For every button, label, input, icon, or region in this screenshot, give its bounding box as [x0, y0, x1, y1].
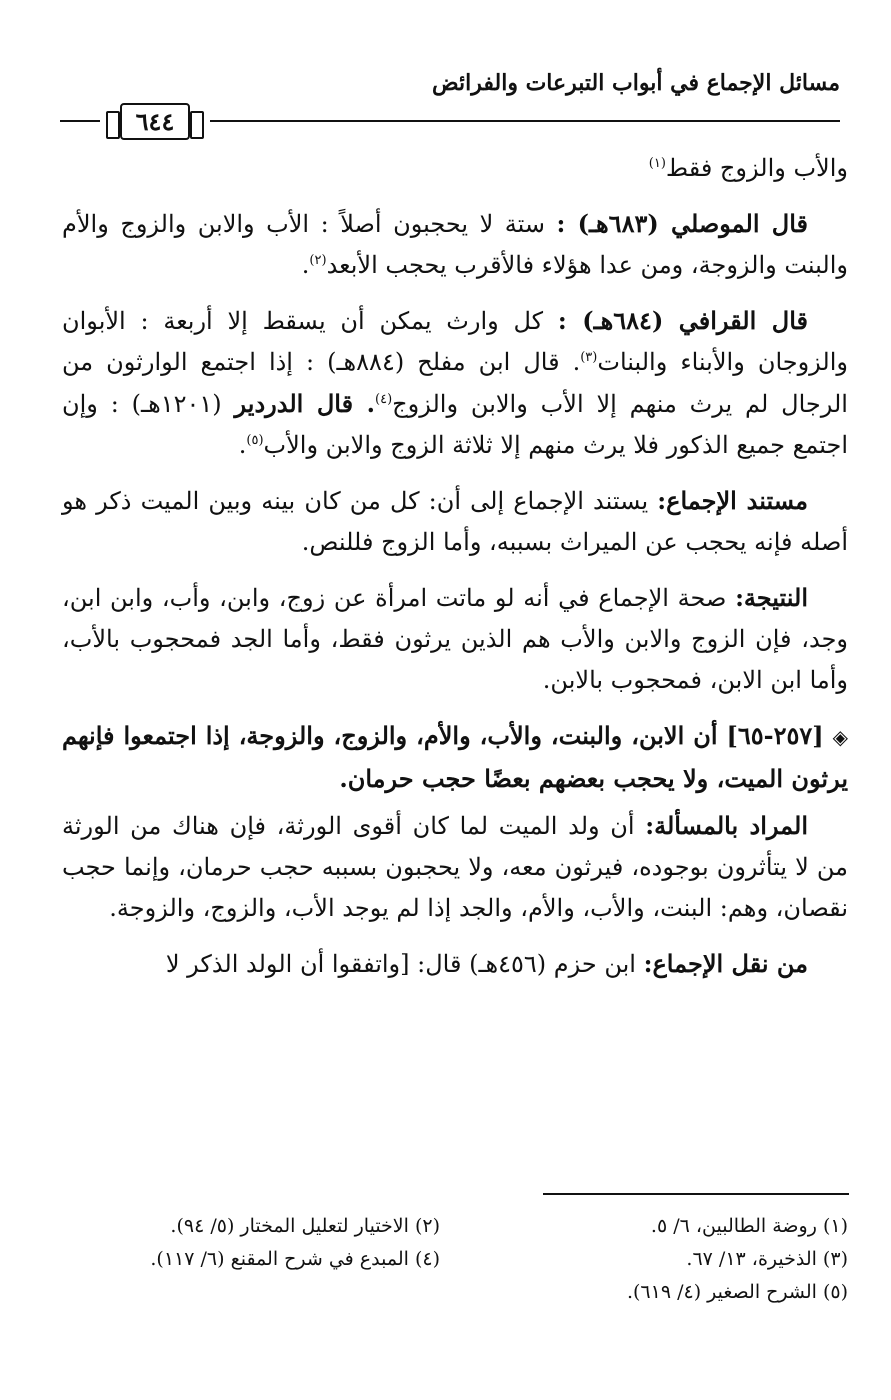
main-text: [62, 148, 848, 999]
paragraph-text: ابن حزم (٤٥٦هـ) قال: [واتفقوا أن الولد الذكر لا: [165, 950, 644, 978]
paragraph-heading: من نقل الإجماع:: [643, 949, 808, 978]
issue-text: [٢٥٧-٦٥] أن الابن، والبنت، والأب، والأم، والزوج، والزوجة، إذا اجتمعوا فإنهم يرثون الميت، ولا يحجب بعضهم بعضًا حجب حرمان.: [62, 721, 848, 793]
footnote-1: (١) روضة الطالبين، ٦/ ٥.: [650, 1215, 848, 1237]
paragraph-heading: النتيجة:: [735, 583, 808, 612]
punctuation: .: [301, 251, 310, 279]
punctuation: .: [238, 431, 247, 459]
footnote-3: (٣) الذخيرة، ١٣/ ٦٧.: [686, 1248, 848, 1270]
footnote-ref: (٣): [580, 350, 598, 365]
footnote-separator: [543, 1193, 849, 1195]
diamond-icon: ◈: [832, 725, 848, 749]
paragraph-heading: مستند الإجماع:: [657, 486, 809, 515]
paragraph-qarafi: [62, 300, 848, 466]
footnote-ref: (١): [648, 156, 666, 171]
paragraph-text: أن ولد الميت لما كان أقوى الورثة، فإن هناك من الورثة من لا يتأثرون بوجوده، فيرثون معه، ولا يحجبون بسببه حجب حرمان، وإنما حجب نقصان، وهم: البنت، والأب، والأم، والجد إذا لم يوجد الأب، والزوج، والزوجة.: [62, 812, 848, 922]
footnote-2: (٢) الاختيار لتعليل المختار (٥/ ٩٤).: [170, 1215, 440, 1237]
paragraph-text: . قال ابن مفلح (٨٨٤هـ) : إذا اجتمع الوارثون من الرجال لم يرث منهم إلا الأب والابن والزوج: [62, 348, 848, 418]
paragraph-text: (١٢٠١هـ) : وإن اجتمع جميع الذكور فلا يرث منهم إلا ثلاثة الزوج والابن والأب: [62, 390, 848, 459]
paragraph-result: [62, 577, 848, 701]
footnote-4: (٤) المبدع في شرح المقنع (٦/ ١١٧).: [150, 1248, 440, 1270]
footnote-5: (٥) الشرح الصغير (٤/ ٦١٩).: [626, 1281, 848, 1303]
page-header: [60, 70, 840, 136]
paragraph-mawsili: [62, 203, 848, 286]
paragraph-transmitters: [62, 943, 848, 985]
paragraph-heading: . قال الدردير: [234, 389, 376, 418]
footnote-ref: (٤): [375, 392, 393, 407]
footnotes: [62, 1210, 848, 1309]
footnote-ref: (٢): [309, 253, 327, 268]
paragraph-meaning: [62, 805, 848, 929]
paragraph-heading: قال القرافي (٦٨٤هـ) :: [557, 306, 809, 335]
page-number-ornament: [100, 98, 210, 144]
paragraph-basis: [62, 480, 848, 563]
paragraph-heading: قال الموصلي (٦٨٣هـ) :: [556, 209, 808, 238]
paragraph-text: كل وارث يمكن أن يسقط إلا أربعة : الأبوان والزوجان والأبناء والبنات: [62, 307, 848, 376]
paragraph-heading: المراد بالمسألة:: [645, 811, 808, 840]
footnote-ref: (٥): [246, 433, 264, 448]
paragraph-1: [62, 148, 848, 189]
paragraph-text: ستة لا يحجبون أصلاً : الأب والابن والزوج والأم والبنت والزوجة، ومن عدا هؤلاء فالأقرب يحجب الأبعد: [62, 210, 848, 279]
page-number: ٦٤٤: [120, 103, 191, 140]
running-title: مسائل الإجماع في أبواب التبرعات والفرائض: [432, 70, 840, 96]
paragraph-text: يستند الإجماع إلى أن: كل من كان بينه وبين الميت ذكر هو أصله فإنه يحجب عن الميراث بسببه، وأما الزوج فللنص.: [62, 487, 848, 556]
paragraph-text: والأب والزوج فقط: [665, 154, 848, 182]
issue-statement: [62, 715, 848, 799]
paragraph-text: صحة الإجماع في أنه لو ماتت امرأة عن زوج، وابن، وأب، وابن ابن، وجد، فإن الزوج والابن والأب هم الذين يرثون فقط، وأما الجد فمحجوب بالأب، وأما ابن الابن، فمحجوب بالابن.: [62, 584, 848, 694]
